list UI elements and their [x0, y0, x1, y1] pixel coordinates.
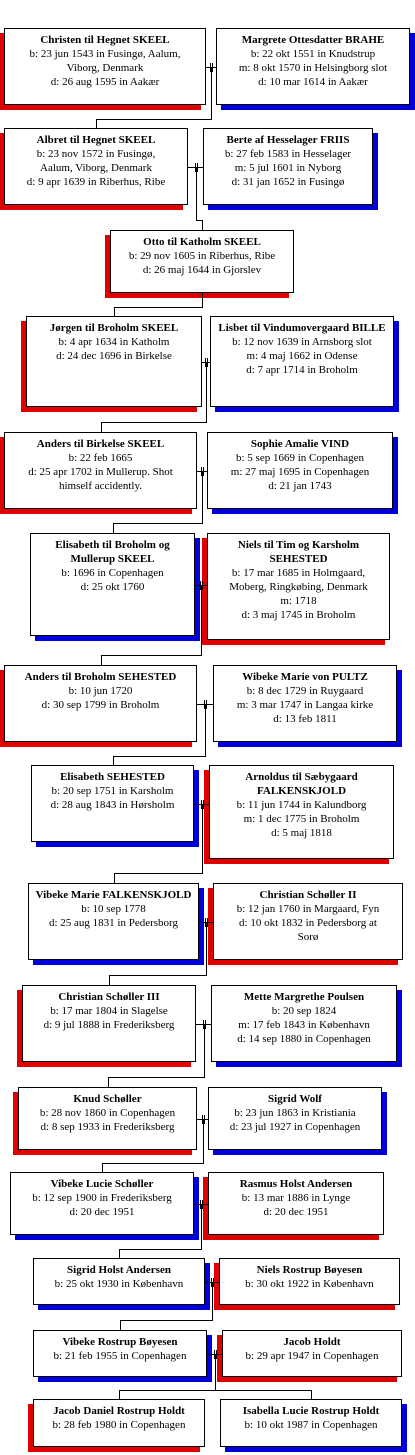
person-detail-line: d: 23 jul 1927 in Copenhagen: [229, 1121, 361, 1133]
spouse-box[interactable]: [211, 985, 397, 1062]
person-detail-line: himself accidently.: [59, 480, 142, 492]
person-name: Vibeke Marie FALKENSKJOLD: [35, 889, 192, 901]
person-detail-line: b: 21 feb 1955 in Copenhagen: [53, 1350, 187, 1362]
connector-line: [202, 471, 203, 523]
person-detail-line: d: 28 aug 1843 in Hørsholm: [50, 799, 175, 811]
spouse-box[interactable]: [213, 665, 397, 742]
connector-line: [119, 1390, 120, 1399]
person-name: Sophie Amalie VIND: [250, 438, 350, 450]
spouse-box[interactable]: [208, 1087, 382, 1150]
spouse-box[interactable]: [209, 765, 394, 859]
person-box[interactable]: [31, 765, 194, 842]
connector-line: [206, 362, 207, 422]
person-detail-line: b: 12 nov 1639 in Arnsborg slot: [232, 336, 372, 348]
spouse-box[interactable]: [219, 1258, 400, 1305]
connector-line: [96, 119, 97, 128]
person-name: Margrete Ottesdatter BRAHE: [241, 34, 385, 46]
person-detail-line: d: 3 maj 1745 in Broholm: [241, 609, 356, 621]
person-detail-line: b: 23 nov 1572 in Fusingø,: [36, 148, 156, 160]
person-detail-line: d: 10 mar 1614 in Aakær: [258, 76, 368, 88]
connector-line: [202, 804, 203, 873]
person-detail-line: Moberg, Ringkøbing, Denmark: [229, 581, 368, 593]
connector-line: [101, 422, 207, 423]
person-name: Jacob Daniel Rostrup Holdt: [53, 1405, 185, 1417]
person-name: Arnoldus til Sæbygaard FALKENSKJOLD: [245, 771, 358, 797]
connector-line: [102, 1163, 204, 1164]
connector-line: [201, 585, 202, 655]
person-detail-line: b: 4 apr 1634 in Katholm: [58, 336, 170, 348]
connector-line: [109, 975, 110, 985]
person-detail-line: d: 25 okt 1760: [80, 581, 145, 593]
person-detail-line: d: 7 apr 1714 in Broholm: [246, 364, 358, 376]
connector-line: [196, 167, 197, 220]
person-detail-line: b: 17 mar 1804 in Slagelse: [50, 1005, 168, 1017]
person-name: Otto til Katholm SKEEL: [143, 236, 261, 248]
connector-line: [119, 1390, 312, 1391]
connector-line: [108, 1077, 109, 1087]
connector-line: [120, 1320, 213, 1321]
person-detail-line: d: 26 aug 1595 in Aakær: [50, 76, 160, 88]
person-name: Knud Schøller: [73, 1093, 142, 1105]
connector-line: [102, 1163, 103, 1172]
person-detail-line: b: 20 sep 1824: [271, 1005, 337, 1017]
connector-line: [113, 523, 114, 533]
connector-line: [101, 655, 202, 656]
connector-line: [211, 67, 212, 119]
person-detail-line: b: 8 dec 1729 in Ruygaard: [246, 685, 364, 697]
spouse-box[interactable]: [207, 432, 393, 509]
connector-line: [114, 307, 115, 316]
person-name: Niels Rostrup Bøyesen: [256, 1264, 363, 1276]
child-box[interactable]: [33, 1399, 205, 1447]
person-name: Wibeke Marie von PULTZ: [242, 671, 368, 683]
connector-line: [109, 975, 207, 976]
person-name: Christian Schøller II: [259, 889, 357, 901]
person-detail-line: b: 12 sep 1900 in Frederiksberg: [32, 1192, 172, 1204]
spouse-box[interactable]: [222, 1330, 402, 1377]
person-detail-line: b: 29 apr 1947 in Copenhagen: [245, 1350, 379, 1362]
person-box[interactable]: [33, 1258, 205, 1305]
person-name: Lisbet til Vindumovergaard BILLE: [218, 322, 386, 334]
person-detail-line: b: 27 feb 1583 in Hesselager: [224, 148, 352, 160]
person-detail-line: d: 20 dec 1951: [263, 1206, 329, 1218]
person-detail-line: m: 5 jul 1601 in Nyborg: [234, 162, 342, 174]
connector-line: [120, 1320, 121, 1330]
connector-line: [311, 1390, 312, 1399]
spouse-box[interactable]: [203, 128, 373, 205]
person-box[interactable]: [4, 432, 197, 509]
person-name: Vibeke Lucie Schøller: [50, 1178, 154, 1190]
person-name: Rasmus Holst Andersen: [239, 1178, 353, 1190]
person-detail-line: m: 8 okt 1570 in Helsingborg slot: [238, 62, 388, 74]
person-detail-line: b: 12 jan 1760 in Margaard, Fyn: [236, 903, 380, 915]
connector-line: [101, 655, 102, 665]
connector-line: [114, 307, 203, 308]
connector-line: [215, 1354, 216, 1390]
person-detail-line: b: 25 okt 1930 in København: [54, 1278, 184, 1290]
person-box[interactable]: [4, 128, 188, 205]
person-detail-line: Sorø: [297, 931, 319, 943]
person-detail-line: b: 1696 in Copenhagen: [61, 567, 164, 579]
person-box[interactable]: [18, 1087, 197, 1150]
person-box[interactable]: [30, 533, 195, 636]
person-detail-line: b: 22 feb 1665: [68, 452, 133, 464]
connector-line: [202, 220, 203, 230]
person-detail-line: d: 5 maj 1818: [271, 827, 332, 839]
person-detail-line: b: 20 sep 1751 in Karsholm: [51, 785, 174, 797]
person-detail-line: b: 23 jun 1543 in Fusingø, Aalum,: [29, 48, 181, 60]
person-detail-line: b: 28 nov 1860 in Copenhagen: [39, 1107, 176, 1119]
spouse-box[interactable]: [210, 316, 394, 407]
person-detail-line: d: 30 sep 1799 in Broholm: [41, 699, 160, 711]
person-name: Sigrid Wolf: [268, 1093, 322, 1105]
person-detail-line: b: 17 mar 1685 in Holmgaard,: [231, 567, 366, 579]
person-detail-line: b: 10 okt 1987 in Copenhagen: [244, 1419, 378, 1431]
person-name: Albret til Hegnet SKEEL: [36, 134, 156, 146]
connector-line: [96, 119, 212, 120]
person-detail-line: m: 3 mar 1747 in Langaa kirke: [236, 699, 374, 711]
person-name: Vibeke Rostrup Bøyesen: [62, 1336, 178, 1348]
person-detail-line: b: 13 mar 1886 in Lynge: [241, 1192, 351, 1204]
person-name: Mette Margrethe Poulsen: [243, 991, 365, 1003]
person-detail-line: d: 26 maj 1644 in Gjorslev: [142, 264, 262, 276]
person-detail-line: d: 8 sep 1933 in Frederiksberg: [40, 1121, 175, 1133]
connector-line: [119, 1249, 202, 1250]
connector-line: [114, 873, 115, 883]
person-detail-line: d: 10 okt 1832 in Pedersborg at: [239, 917, 377, 929]
person-detail-line: b: 30 okt 1922 in København: [245, 1278, 374, 1290]
person-name: Anders til Birkelse SKEEL: [36, 438, 165, 450]
person-name: Christen til Hegnet SKEEL: [40, 34, 170, 46]
spouse-box[interactable]: [216, 28, 410, 105]
connector-line: [206, 922, 207, 975]
person-box[interactable]: [4, 28, 206, 105]
person-box[interactable]: [10, 1172, 194, 1235]
person-name: Berte af Hesselager FRIIS: [226, 134, 350, 146]
person-detail-line: b: 22 okt 1551 in Knudstrup: [250, 48, 376, 60]
connector-line: [101, 422, 102, 432]
connector-line: [203, 1119, 204, 1163]
connector-line: [113, 756, 114, 765]
spouse-box[interactable]: [207, 533, 390, 640]
person-detail-line: d: 14 sep 1880 in Copenhagen: [237, 1033, 371, 1045]
person-detail-line: d: 25 apr 1702 in Mullerup. Shot: [28, 466, 173, 478]
person-detail-line: m: 27 maj 1695 in Copenhagen: [230, 466, 370, 478]
person-detail-line: m: 1718: [280, 595, 317, 607]
spouse-box[interactable]: [208, 1172, 384, 1235]
person-box[interactable]: [33, 1330, 207, 1377]
person-name: Sigrid Holst Andersen: [67, 1264, 171, 1276]
person-detail-line: b: 11 jun 1744 in Kalundborg: [236, 799, 367, 811]
person-box[interactable]: [26, 316, 202, 407]
person-box[interactable]: [28, 883, 199, 960]
connector-line: [113, 756, 206, 757]
person-name: Jacob Holdt: [283, 1336, 341, 1348]
person-box[interactable]: [110, 230, 294, 293]
child-box[interactable]: [220, 1399, 402, 1447]
person-detail-line: d: 9 apr 1639 in Riberhus, Ribe: [26, 176, 166, 188]
person-detail-line: Viborg, Denmark: [66, 62, 144, 74]
connector-line: [201, 1204, 202, 1249]
person-detail-line: b: 5 sep 1669 in Copenhagen: [235, 452, 364, 464]
person-detail-line: m: 4 maj 1662 in Odense: [246, 350, 358, 362]
person-detail-line: Aalum, Viborg, Denmark: [40, 162, 152, 174]
connector-line: [212, 1282, 213, 1320]
person-detail-line: b: 23 jun 1863 in Kristiania: [234, 1107, 356, 1119]
person-detail-line: d: 25 aug 1831 in Pedersborg: [48, 917, 179, 929]
person-name: Elisabeth SEHESTED: [60, 771, 165, 783]
person-name: Isabella Lucie Rostrup Holdt: [242, 1405, 380, 1417]
person-detail-line: d: 31 jan 1652 in Fusingø: [231, 176, 345, 188]
connector-line: [114, 873, 203, 874]
connector-line: [113, 523, 203, 524]
person-detail-line: d: 24 dec 1696 in Birkelse: [56, 350, 172, 362]
person-detail-line: b: 10 sep 1778: [81, 903, 146, 915]
connector-line: [202, 293, 203, 307]
spouse-box[interactable]: [213, 883, 403, 960]
connector-line: [205, 704, 206, 756]
person-detail-line: b: 28 feb 1980 in Copenhagen: [52, 1419, 186, 1431]
person-detail-line: d: 13 feb 1811: [273, 713, 337, 725]
person-detail-line: b: 10 jun 1720: [68, 685, 133, 697]
person-detail-line: d: 21 jan 1743: [268, 480, 332, 492]
person-detail-line: d: 9 jul 1888 in Frederiksberg: [43, 1019, 175, 1031]
person-name: Christian Schøller III: [58, 991, 160, 1003]
person-name: Jørgen til Broholm SKEEL: [49, 322, 179, 334]
person-detail-line: m: 1 dec 1775 in Broholm: [243, 813, 360, 825]
person-box[interactable]: [4, 665, 197, 742]
connector-line: [204, 1024, 205, 1077]
person-detail-line: m: 17 feb 1843 in København: [238, 1019, 370, 1031]
person-name: Niels til Tim og Karsholm SEHESTED: [237, 539, 360, 565]
connector-line: [119, 1249, 120, 1258]
connector-line: [108, 1077, 205, 1078]
person-name: Anders til Broholm SEHESTED: [24, 671, 177, 683]
person-detail-line: b: 29 nov 1605 in Riberhus, Ribe: [128, 250, 276, 262]
person-box[interactable]: [22, 985, 196, 1062]
person-detail-line: d: 20 dec 1951: [69, 1206, 135, 1218]
person-name: Elisabeth til Broholm og Mullerup SKEEL: [55, 539, 170, 565]
